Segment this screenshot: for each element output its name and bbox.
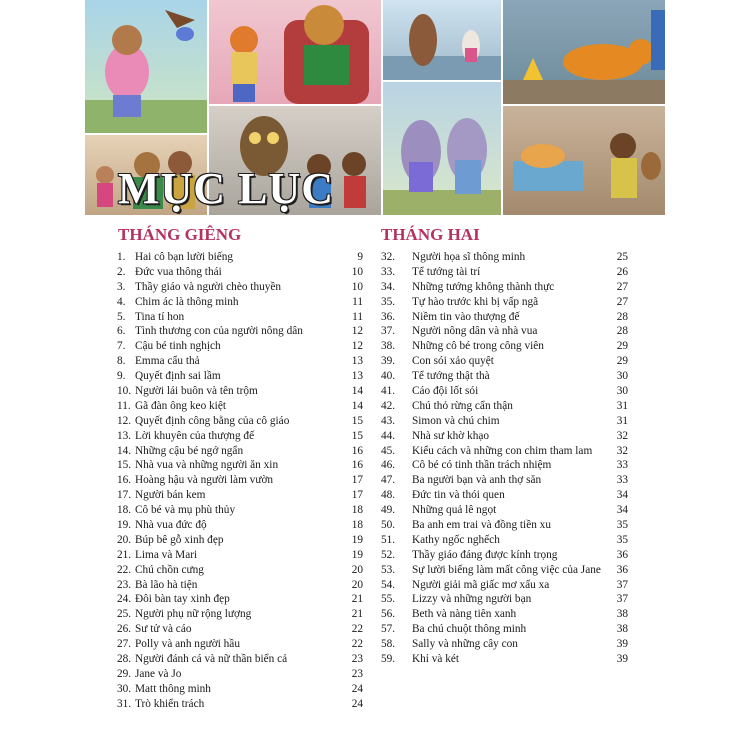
toc-entry: [381, 354, 628, 369]
entry-title: Bà lão hà tiện: [135, 578, 198, 591]
entry-title: Người giải mã giấc mơ xấu xa: [412, 578, 550, 591]
toc-entry: [381, 280, 628, 295]
entry-page: 33: [616, 474, 628, 487]
toc-entry: [381, 473, 628, 488]
toc-entry: [117, 592, 363, 607]
toc-entry: [381, 429, 628, 444]
entry-title: Emma cẩu thả: [135, 355, 200, 368]
toc-entry: [381, 295, 628, 310]
entry-number: 29.: [117, 667, 132, 680]
entry-number: 7.: [117, 340, 126, 353]
banner-divider: [383, 80, 501, 82]
toc-entry: [117, 473, 363, 488]
entry-number: 1.: [117, 251, 126, 263]
entry-number: 33.: [381, 265, 396, 278]
entry-number: 52.: [381, 548, 396, 561]
entry-title: Nhà vua và những người ăn xin: [135, 459, 279, 472]
entry-number: 26.: [117, 623, 132, 636]
toc-entry: [381, 414, 628, 429]
toc-column-february: [381, 250, 628, 667]
entry-title: Kathy ngốc nghếch: [412, 533, 500, 546]
entry-number: 46.: [381, 459, 396, 472]
toc-entry: [381, 250, 628, 265]
toc-entry: [117, 280, 363, 295]
entry-number: 31.: [117, 697, 132, 710]
entry-number: 51.: [381, 533, 396, 546]
entry-title: Tina tí hon: [135, 310, 185, 323]
page-title: MỤC LỤC: [118, 164, 334, 213]
toc-entry: [381, 310, 628, 325]
banner-divider: [381, 0, 383, 215]
toc-entry: [117, 697, 363, 712]
entry-title: Trò khiển trách: [135, 697, 205, 710]
entry-page: 10: [351, 265, 363, 278]
entry-page: 11: [352, 295, 363, 308]
entry-number: 32.: [381, 251, 396, 263]
entry-page: 16: [351, 444, 363, 457]
entry-number: 16.: [117, 474, 132, 487]
entry-title: Niềm tin vào thượng đế: [412, 310, 520, 323]
entry-title: Lima và Mari: [135, 548, 198, 561]
toc-entry: [381, 444, 628, 459]
month-heading-january: THÁNG GIÊNG: [118, 225, 242, 244]
entry-number: 19.: [117, 519, 132, 532]
entry-number: 38.: [381, 340, 396, 353]
entry-title: Ba người bạn và anh thợ săn: [412, 474, 542, 487]
entry-page: 39: [616, 638, 628, 651]
toc-entry: [381, 578, 628, 593]
entry-page: 36: [616, 563, 628, 576]
toc-entry: [117, 458, 363, 473]
banner-divider: [85, 133, 207, 135]
entry-number: 42.: [381, 399, 396, 412]
toc-entry: [381, 458, 628, 473]
entry-number: 50.: [381, 519, 396, 532]
entry-page: 39: [616, 653, 628, 666]
toc-entry: [117, 533, 363, 548]
entry-page: 20: [351, 563, 363, 576]
entry-number: 25.: [117, 608, 132, 621]
entry-number: 23.: [117, 578, 132, 591]
entry-number: 37.: [381, 325, 396, 338]
entry-title: Kiểu cách và những con chim tham lam: [412, 444, 593, 457]
entry-title: Sally và những cây con: [412, 638, 518, 651]
entry-page: 12: [351, 325, 363, 338]
monkey-girl-illustration: [503, 106, 665, 215]
entry-number: 35.: [381, 295, 396, 308]
entry-page: 36: [616, 548, 628, 561]
entry-number: 3.: [117, 280, 126, 293]
entry-title: Ba chú chuột thông minh: [412, 623, 527, 636]
entry-page: 34: [616, 489, 628, 502]
entry-page: 37: [616, 578, 628, 591]
entry-number: 36.: [381, 310, 396, 323]
toc-entry: [117, 563, 363, 578]
entry-number: 47.: [381, 474, 396, 487]
entry-page: 31: [616, 399, 628, 412]
elephants-illustration: [383, 82, 501, 215]
entry-title: Cậu bé tinh nghịch: [135, 340, 221, 353]
toc-entry: [381, 265, 628, 280]
entry-number: 8.: [117, 355, 126, 368]
entry-number: 13.: [117, 429, 132, 442]
entry-number: 28.: [117, 653, 132, 666]
toc-entry: [381, 324, 628, 339]
entry-number: 48.: [381, 489, 396, 502]
toc-entry: [381, 488, 628, 503]
toc-entry: [381, 548, 628, 563]
entry-page: 27: [616, 295, 628, 308]
entry-title: Người lái buôn và tên trộm: [135, 385, 258, 398]
entry-page: 17: [351, 489, 363, 502]
banner-divider: [501, 0, 503, 215]
toc-entry: [117, 399, 363, 414]
entry-number: 12.: [117, 414, 132, 427]
toc-entry: [117, 414, 363, 429]
entry-page: 28: [616, 325, 628, 338]
entry-page: 38: [616, 623, 628, 636]
entry-page: 18: [351, 519, 363, 532]
entry-number: 58.: [381, 638, 396, 651]
toc-entry: [117, 354, 363, 369]
entry-title: Ba anh em trai và đồng tiền xu: [412, 519, 551, 532]
toc-entry: [117, 324, 363, 339]
entry-page: 14: [351, 399, 363, 412]
toc-entry: [117, 384, 363, 399]
entry-page: 25: [616, 251, 628, 263]
entry-title: Đức tin và thói quen: [412, 489, 505, 502]
entry-page: 21: [351, 593, 363, 606]
entry-number: 18.: [117, 504, 132, 517]
entry-number: 54.: [381, 578, 396, 591]
entry-page: 14: [351, 385, 363, 398]
entry-title: Đôi bàn tay xinh đẹp: [135, 593, 230, 606]
entry-title: Người phụ nữ rộng lượng: [135, 608, 252, 621]
entry-number: 9.: [117, 370, 126, 383]
toc-entry: [381, 607, 628, 622]
entry-page: 35: [616, 533, 628, 546]
otter-rabbit-illustration: [383, 0, 501, 80]
toc-entry: [381, 533, 628, 548]
entry-page: 38: [616, 608, 628, 621]
entry-number: 20.: [117, 533, 132, 546]
entry-title: Thầy giáo đáng được kính trọng: [412, 548, 558, 561]
entry-page: 29: [616, 340, 628, 353]
entry-page: 11: [352, 310, 363, 323]
entry-number: 22.: [117, 563, 132, 576]
entry-title: Sự lười biếng làm mất công việc của Jane: [412, 563, 601, 576]
toc-entry: [381, 622, 628, 637]
entry-page: 31: [616, 414, 628, 427]
toc-entry: [117, 652, 363, 667]
toc-entry: [381, 384, 628, 399]
entry-page: 37: [616, 593, 628, 606]
entry-title: Simon và chú chim: [412, 414, 500, 427]
toc-entry: [381, 503, 628, 518]
entry-page: 15: [351, 414, 363, 427]
entry-number: 6.: [117, 325, 126, 338]
entry-page: 9: [357, 251, 363, 263]
entry-number: 24.: [117, 593, 132, 606]
entry-page: 19: [351, 533, 363, 546]
entry-title: Người họa sĩ thông minh: [412, 251, 526, 263]
entry-title: Những quả lê ngọt: [412, 504, 497, 517]
toc-entry: [117, 622, 363, 637]
entry-title: Tể tướng thật thà: [412, 370, 490, 383]
entry-page: 24: [351, 682, 363, 695]
entry-page: 28: [616, 310, 628, 323]
entry-title: Tể tướng tài trí: [412, 265, 481, 278]
entry-title: Polly và anh người hầu: [135, 638, 240, 651]
entry-title: Tình thương con của người nông dân: [135, 325, 303, 338]
entry-title: Jane và Jo: [135, 667, 182, 680]
entry-title: Lời khuyên của thượng đế: [135, 429, 255, 442]
entry-title: Thầy giáo và người chèo thuyền: [135, 280, 282, 293]
entry-page: 18: [351, 504, 363, 517]
entry-page: 15: [351, 429, 363, 442]
toc-entry: [117, 637, 363, 652]
entry-title: Nhà vua đức độ: [135, 519, 207, 532]
entry-title: Matt thông minh: [135, 682, 211, 695]
entry-page: 22: [351, 638, 363, 651]
toc-column-january: [117, 250, 363, 712]
entry-number: 14.: [117, 444, 132, 457]
fox-lion-illustration: [209, 0, 381, 104]
entry-title: Những cậu bé ngớ ngẩn: [135, 444, 244, 457]
entry-title: Tự hào trước khi bị vấp ngã: [412, 295, 539, 308]
toc-entry: [117, 518, 363, 533]
tiger-illustration: [503, 0, 665, 104]
toc-entry: [381, 399, 628, 414]
entry-title: Sư tử và cáo: [135, 623, 192, 636]
toc-entry: [381, 518, 628, 533]
entry-number: 55.: [381, 593, 396, 606]
entry-page: 21: [351, 608, 363, 621]
toc-entry: [381, 339, 628, 354]
entry-number: 49.: [381, 504, 396, 517]
entry-page: 26: [616, 265, 628, 278]
entry-page: 34: [616, 504, 628, 517]
toc-entry: [117, 682, 363, 697]
entry-number: 27.: [117, 638, 132, 651]
entry-title: Con sói xảo quyệt: [412, 355, 494, 368]
entry-number: 53.: [381, 563, 396, 576]
entry-number: 4.: [117, 295, 126, 308]
banner-divider: [503, 104, 665, 106]
entry-title: Hai cô bạn lười biếng: [135, 251, 234, 263]
entry-page: 22: [351, 623, 363, 636]
toc-entry: [117, 369, 363, 384]
entry-number: 44.: [381, 429, 396, 442]
entry-number: 39.: [381, 355, 396, 368]
toc-entry: [117, 250, 363, 265]
entry-page: 32: [616, 429, 628, 442]
entry-page: 29: [616, 355, 628, 368]
toc-entry: [117, 503, 363, 518]
entry-title: Khỉ và két: [412, 653, 460, 666]
toc-entry: [381, 592, 628, 607]
entry-title: Người nông dân và nhà vua: [412, 325, 538, 338]
entry-number: 45.: [381, 444, 396, 457]
entry-page: 32: [616, 444, 628, 457]
toc-entry: [117, 488, 363, 503]
entry-number: 21.: [117, 548, 132, 561]
entry-title: Chú chồn cưng: [135, 563, 204, 576]
entry-page: 13: [351, 355, 363, 368]
toc-entry: [117, 444, 363, 459]
toc-entry: [381, 563, 628, 578]
entry-page: 30: [616, 385, 628, 398]
entry-title: Hoàng hậu và người làm vườn: [135, 474, 274, 487]
toc-entry: [117, 310, 363, 325]
toc-entry: [117, 548, 363, 563]
toc-entry: [117, 607, 363, 622]
entry-number: 2.: [117, 265, 126, 278]
entry-number: 10.: [117, 385, 132, 398]
toc-entry: [117, 578, 363, 593]
entry-title: Quyết định công bằng của cô giáo: [135, 414, 290, 427]
entry-number: 34.: [381, 280, 396, 293]
toc-entry: [117, 265, 363, 280]
entry-title: Nhà sư khờ khạo: [412, 429, 490, 442]
entry-page: 16: [351, 459, 363, 472]
entry-page: 19: [351, 548, 363, 561]
toc-entry: [117, 667, 363, 682]
entry-number: 43.: [381, 414, 396, 427]
entry-number: 15.: [117, 459, 132, 472]
entry-page: 10: [351, 280, 363, 293]
entry-number: 5.: [117, 310, 126, 323]
entry-page: 35: [616, 519, 628, 532]
entry-page: 13: [351, 370, 363, 383]
toc-entry: [381, 369, 628, 384]
entry-title: Lizzy và những người bạn: [412, 593, 532, 606]
entry-page: 23: [351, 653, 363, 666]
entry-title: Người đánh cá và nữ thần biển cả: [135, 653, 288, 666]
entry-title: Chim ác là thông minh: [135, 295, 239, 308]
toc-entry: [117, 339, 363, 354]
entry-page: 17: [351, 474, 363, 487]
entry-page: 23: [351, 667, 363, 680]
entry-page: 12: [351, 340, 363, 353]
entry-page: 20: [351, 578, 363, 591]
entry-number: 41.: [381, 385, 396, 398]
entry-page: 24: [351, 697, 363, 710]
entry-number: 40.: [381, 370, 396, 383]
entry-number: 30.: [117, 682, 132, 695]
entry-title: Búp bê gỗ xinh đẹp: [135, 533, 224, 546]
entry-title: Cô bé có tinh thần trách nhiệm: [412, 459, 552, 472]
entry-title: Chú thỏ rừng cẩn thận: [412, 399, 513, 412]
entry-title: Những cô bé trong công viên: [412, 340, 544, 353]
entry-title: Quyết định sai lầm: [135, 370, 221, 383]
entry-page: 33: [616, 459, 628, 472]
entry-number: 11.: [117, 399, 131, 412]
entry-title: Người bán kem: [135, 489, 206, 502]
toc-entry: [381, 637, 628, 652]
month-heading-february: THÁNG HAI: [381, 225, 480, 244]
entry-title: Beth và nàng tiên xanh: [412, 608, 517, 621]
banner-divider: [209, 104, 381, 106]
entry-page: 30: [616, 370, 628, 383]
toc-entry: [117, 429, 363, 444]
entry-number: 59.: [381, 653, 396, 666]
toc-entry: [117, 295, 363, 310]
entry-title: Cáo đội lốt sói: [412, 385, 479, 398]
entry-title: Gã đàn ông keo kiệt: [135, 399, 226, 412]
entry-title: Đức vua thông thái: [135, 265, 222, 278]
toc-entry: [381, 652, 628, 667]
entry-number: 57.: [381, 623, 396, 636]
entry-title: Cô bé và mụ phù thủy: [135, 504, 236, 517]
entry-number: 56.: [381, 608, 396, 621]
entry-title: Những tướng không thành thực: [412, 280, 555, 293]
bear-bird-illustration: [85, 0, 207, 133]
entry-number: 17.: [117, 489, 132, 502]
entry-page: 27: [616, 280, 628, 293]
